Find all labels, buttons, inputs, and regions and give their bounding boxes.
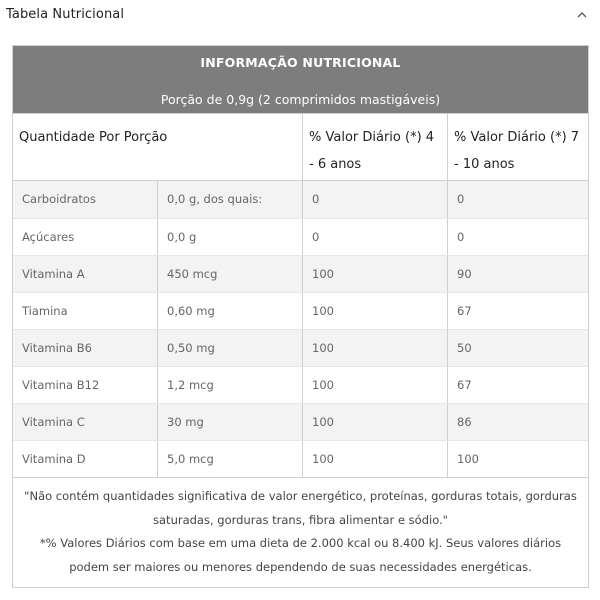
vd-4-6: 100 bbox=[302, 330, 447, 366]
nutrient-name: Vitamina A bbox=[22, 267, 85, 281]
table-row bbox=[13, 181, 588, 218]
nutrition-table bbox=[12, 45, 589, 588]
footnote-disclaimer: "Não contém quantidades significativa de valor energético, proteínas, gorduras totais, gorduras saturadas, gorduras trans, fibra alimentar e sódio." bbox=[24, 489, 577, 527]
vd-4-6: 0 bbox=[302, 181, 447, 218]
vd-4-6: 100 bbox=[302, 367, 447, 403]
column-header-vd-7-10: % Valor Diário (*) 7 - 10 anos bbox=[447, 114, 590, 180]
nutrient-name: Vitamina B12 bbox=[22, 378, 100, 392]
vd-7-10: 0 bbox=[447, 219, 590, 255]
vd-7-10: 67 bbox=[447, 367, 590, 403]
nutrient-amount: 0,50 mg bbox=[157, 330, 302, 366]
nutrient-amount: 30 mg bbox=[157, 404, 302, 440]
nutrient-name: Vitamina C bbox=[22, 415, 85, 429]
table-footnote bbox=[13, 477, 588, 587]
nutrient-name: Vitamina D bbox=[22, 452, 86, 466]
table-row bbox=[13, 218, 588, 255]
vd-7-10: 90 bbox=[447, 256, 590, 292]
footnote-daily-values: *% Valores Diários com base em uma dieta de 2.000 kcal ou 8.400 kJ. Seus valores diários podem ser maiores ou menores dependendo de suas necessidades energéticas. bbox=[39, 536, 562, 574]
vd-4-6: 100 bbox=[302, 293, 447, 329]
table-row bbox=[13, 329, 588, 366]
column-header-quantity: Quantidade Por Porção bbox=[19, 130, 168, 145]
column-headers bbox=[13, 114, 588, 181]
nutrient-name: Carboidratos bbox=[22, 192, 96, 206]
nutrient-name: Tiamina bbox=[22, 304, 68, 318]
nutrient-name: Vitamina B6 bbox=[22, 341, 92, 355]
vd-4-6: 0 bbox=[302, 219, 447, 255]
table-row bbox=[13, 255, 588, 292]
nutrient-amount: 450 mcg bbox=[157, 256, 302, 292]
chevron-up-icon[interactable] bbox=[576, 9, 588, 21]
nutrient-amount: 5,0 mcg bbox=[157, 441, 302, 477]
accordion-header[interactable] bbox=[0, 0, 600, 30]
nutrient-amount: 1,2 mcg bbox=[157, 367, 302, 403]
table-row bbox=[13, 403, 588, 440]
table-row bbox=[13, 366, 588, 403]
vd-7-10: 67 bbox=[447, 293, 590, 329]
vd-7-10: 50 bbox=[447, 330, 590, 366]
accordion-title: Tabela Nutricional bbox=[6, 7, 125, 22]
vd-7-10: 86 bbox=[447, 404, 590, 440]
vd-7-10: 0 bbox=[447, 181, 590, 218]
nutrient-amount: 0,0 g bbox=[157, 219, 302, 255]
nutrient-amount: 0,0 g, dos quais: bbox=[157, 181, 302, 218]
column-header-vd-4-6: % Valor Diário (*) 4 - 6 anos bbox=[302, 114, 447, 180]
table-title: INFORMAÇÃO NUTRICIONAL bbox=[200, 55, 401, 70]
table-row bbox=[13, 292, 588, 329]
nutrient-amount: 0,60 mg bbox=[157, 293, 302, 329]
table-body bbox=[13, 181, 588, 477]
vd-4-6: 100 bbox=[302, 441, 447, 477]
vd-4-6: 100 bbox=[302, 256, 447, 292]
table-row bbox=[13, 440, 588, 477]
portion-label: Porção de 0,9g (2 comprimidos mastigáveis) bbox=[160, 92, 441, 107]
nutrient-name: Açúcares bbox=[22, 230, 75, 244]
table-title-band bbox=[13, 46, 588, 114]
vd-7-10: 100 bbox=[447, 441, 590, 477]
vd-4-6: 100 bbox=[302, 404, 447, 440]
